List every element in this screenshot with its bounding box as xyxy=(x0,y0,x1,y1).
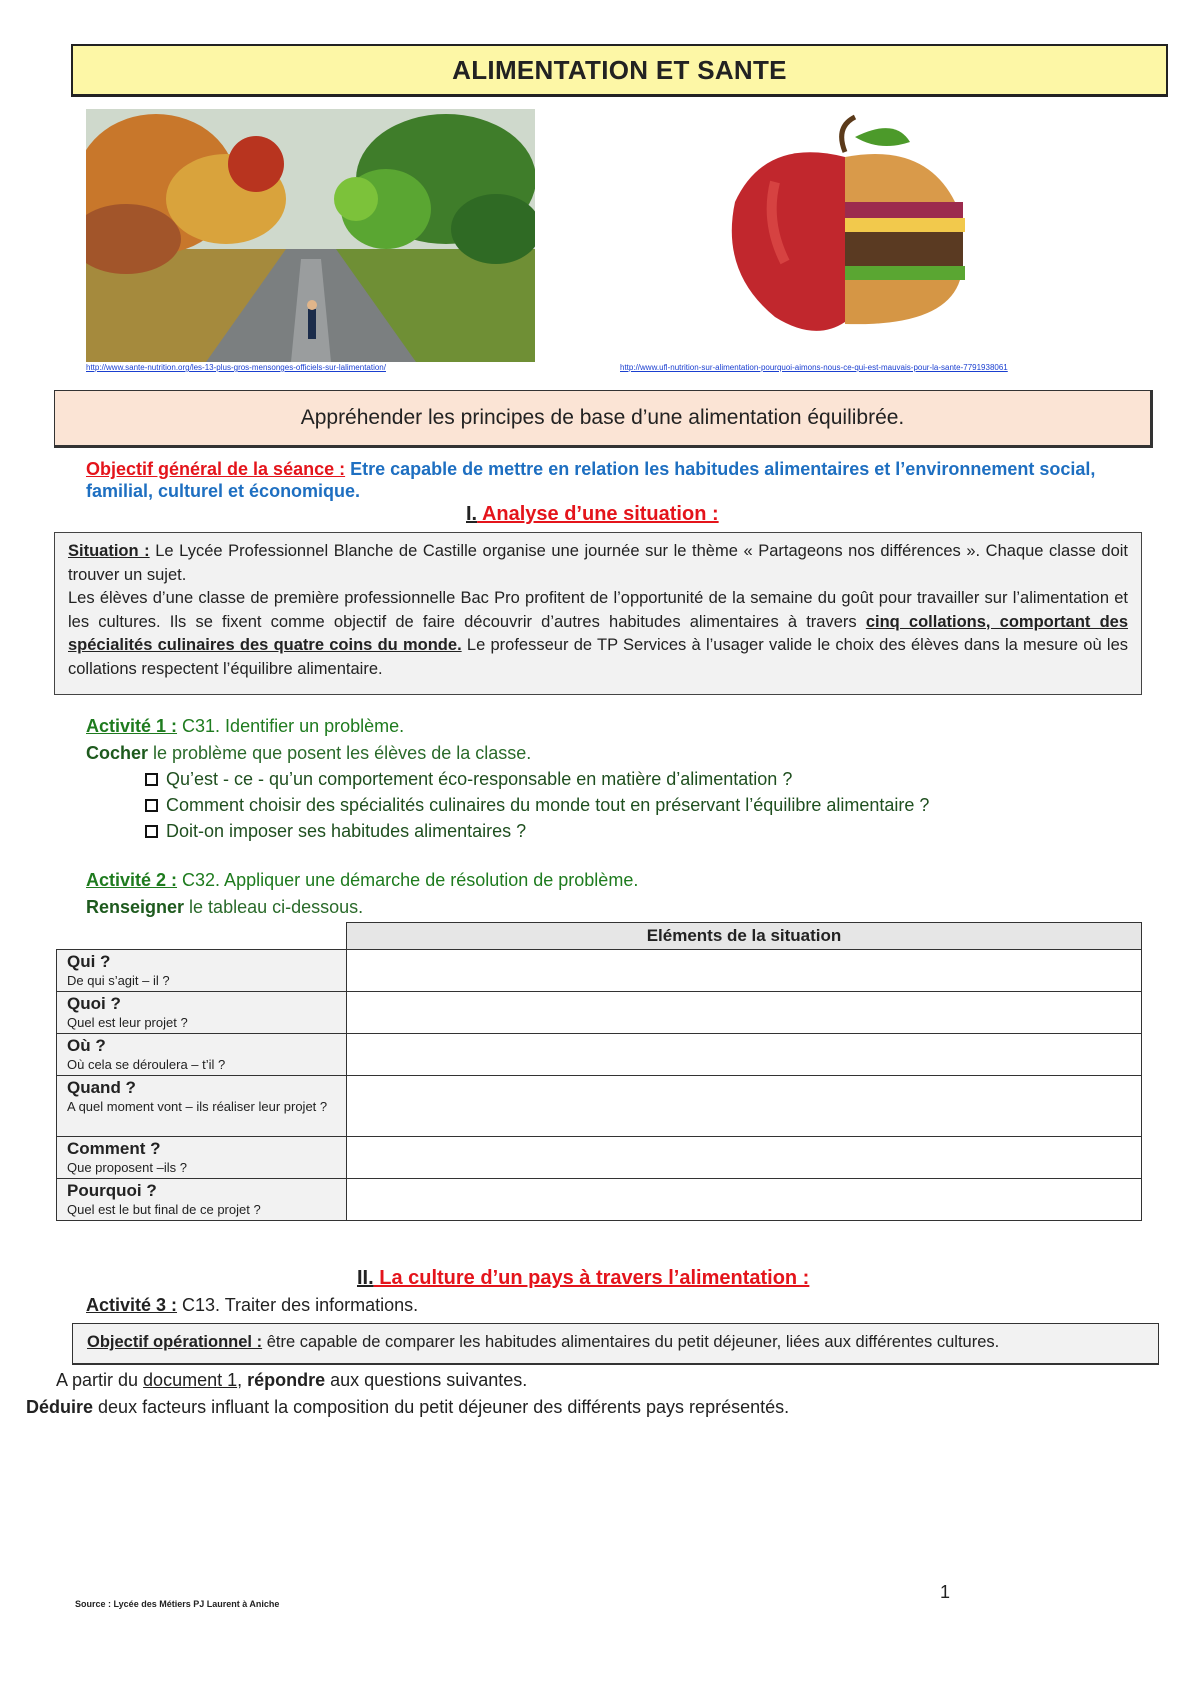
row-subquestion: De qui s’agit – il ? xyxy=(67,973,170,988)
row-question: Quoi ? xyxy=(67,994,121,1013)
row-question: Qui ? xyxy=(67,952,111,971)
page-title: ALIMENTATION ET SANTE xyxy=(71,44,1168,97)
checkbox-1[interactable] xyxy=(145,773,158,786)
situation-paragraph-1 xyxy=(68,540,1128,587)
activity-1-instruction xyxy=(86,743,531,764)
situation-text-2c: Le professeur de TP Services à l’usager valide le choix des élèves dans la mesure où les collations respectent l’équilibre alimentaire. xyxy=(68,636,1128,678)
doc-line-c: aux questions suivantes. xyxy=(325,1370,528,1390)
doc-line-b: , xyxy=(237,1370,248,1390)
choice-3-label: Doit-on imposer ses habitudes alimentaires ? xyxy=(166,821,527,841)
session-subtitle: Appréhender les principes de base d’une alimentation équilibrée. xyxy=(54,390,1153,448)
activity-1-label: Activité 1 : xyxy=(86,716,178,736)
situation-text-1: Le Lycée Professionnel Blanche de Castille organise une journée sur le thème « Partageons nos différences ». Chaque classe doit trouver un sujet. xyxy=(68,542,1129,584)
section-1-number: I. xyxy=(466,503,478,525)
activity-3-heading xyxy=(86,1295,418,1316)
table-header: Eléments de la situation xyxy=(347,923,1142,950)
general-objective-text: Etre capable de mettre en relation les habitudes alimentaires et l’environnement social, familial, culturel et économique. xyxy=(86,459,1096,501)
row-subquestion: Que proposent –ils ? xyxy=(67,1160,187,1175)
answer-cell-quoi[interactable] xyxy=(347,992,1142,1034)
situation-box xyxy=(54,532,1142,695)
activity-1-instruction-text: le problème que posent les élèves de la classe. xyxy=(148,743,532,763)
situation-text-2a: Les élèves d’une classe de première professionnelle Bac Pro profitent de l’opportunité de la semaine du goût pour travailler sur l’alimentation et les cultures. Ils se fixent comme objectif de faire découvrir d’autres habitudes alimentaires à travers xyxy=(68,589,1128,631)
operational-objective-box xyxy=(72,1323,1159,1365)
checkbox-3[interactable] xyxy=(145,825,158,838)
activity-3-label: Activité 3 : xyxy=(86,1295,178,1315)
activity-1-verb: Cocher xyxy=(86,743,149,763)
choice-1-label: Qu’est - ce - qu’un comportement éco-responsable en matière d’alimentation ? xyxy=(166,769,793,789)
row-label-quand xyxy=(57,1076,347,1137)
activity-2-verb: Renseigner xyxy=(86,897,185,917)
doc-line-a: A partir du xyxy=(56,1370,144,1390)
row-label-ou xyxy=(57,1034,347,1076)
row-label-comment xyxy=(57,1137,347,1179)
table-row xyxy=(57,1137,1142,1179)
choice-2-label: Comment choisir des spécialités culinaires du monde tout en préservant l’équilibre alimentaire ? xyxy=(166,795,930,815)
choice-3[interactable] xyxy=(145,821,526,842)
table-row xyxy=(57,992,1142,1034)
activity-2-instruction xyxy=(86,897,363,918)
right-image-url[interactable]: http://www.ufl-nutrition-sur-alimentation-pourquoi-aimons-nous-ce-qui-est-mauvais-pour-la-sante-7791938061 xyxy=(620,363,1008,372)
page-number: 1 xyxy=(940,1582,951,1602)
crossroads-food-image xyxy=(86,109,535,362)
section-1-text: Analyse d’une situation : xyxy=(477,503,719,525)
answer-cell-pourquoi[interactable] xyxy=(347,1179,1142,1221)
operational-objective-label: Objectif opérationnel : xyxy=(87,1333,263,1351)
activity-2-label: Activité 2 : xyxy=(86,870,178,890)
doc-line-verb: répondre xyxy=(247,1370,326,1390)
row-label-quoi xyxy=(57,992,347,1034)
section-2-title xyxy=(357,1267,809,1290)
row-subquestion: Où cela se déroulera – t’il ? xyxy=(67,1057,226,1072)
operational-objective-text: être capable de comparer les habitudes alimentaires du petit déjeuner, liées aux différentes cultures. xyxy=(262,1333,1000,1351)
activity-2-text: C32. Appliquer une démarche de résolution de problème. xyxy=(177,870,639,890)
answer-cell-ou[interactable] xyxy=(347,1034,1142,1076)
deduire-verb: Déduire xyxy=(26,1397,94,1417)
deduire-text: deux facteurs influant la composition du petit déjeuner des différents pays représentés. xyxy=(93,1397,790,1417)
answer-cell-quand[interactable] xyxy=(347,1076,1142,1137)
choice-2[interactable] xyxy=(145,795,929,816)
table-row xyxy=(57,950,1142,992)
left-image-url[interactable]: http://www.sante-nutrition.org/les-13-plus-gros-mensonges-officiels-sur-lalimentation/ xyxy=(86,363,386,372)
activity-2-instruction-text: le tableau ci-dessous. xyxy=(184,897,364,917)
situation-label: Situation : xyxy=(68,542,150,560)
table-row xyxy=(57,1179,1142,1221)
row-question: Quand ? xyxy=(67,1078,136,1097)
row-label-qui xyxy=(57,950,347,992)
table-row xyxy=(57,1076,1142,1137)
row-question: Pourquoi ? xyxy=(67,1181,157,1200)
section-2-number: II. xyxy=(357,1267,374,1289)
answer-cell-qui[interactable] xyxy=(347,950,1142,992)
table-row xyxy=(57,1034,1142,1076)
general-objective-label: Objectif général de la séance : xyxy=(86,459,346,479)
general-objective xyxy=(86,458,1166,502)
apple-burger-image xyxy=(705,112,988,337)
activity-3-text: C13. Traiter des informations. xyxy=(177,1295,419,1315)
situation-text-2b: cinq collations, comportant des spécialités culinaires des quatre coins du monde. xyxy=(68,612,1129,654)
situation-paragraph-2 xyxy=(68,587,1128,681)
document-1-link[interactable]: document 1 xyxy=(143,1370,238,1390)
document-instruction xyxy=(56,1370,527,1391)
section-2-text: La culture d’un pays à travers l’alimentation : xyxy=(373,1267,810,1289)
activity-1-text: C31. Identifier un problème. xyxy=(177,716,405,736)
footer-source: Source : Lycée des Métiers PJ Laurent à Aniche xyxy=(75,1599,280,1609)
row-question: Où ? xyxy=(67,1036,106,1055)
situation-elements-table xyxy=(56,922,1142,1221)
deduire-instruction xyxy=(26,1397,789,1418)
row-subquestion: Quel est le but final de ce projet ? xyxy=(67,1202,261,1217)
checkbox-2[interactable] xyxy=(145,799,158,812)
table-corner xyxy=(57,923,347,950)
row-subquestion: Quel est leur projet ? xyxy=(67,1015,188,1030)
row-label-pourquoi xyxy=(57,1179,347,1221)
answer-cell-comment[interactable] xyxy=(347,1137,1142,1179)
row-question: Comment ? xyxy=(67,1139,161,1158)
choice-1[interactable] xyxy=(145,769,792,790)
row-subquestion: A quel moment vont – ils réaliser leur projet ? xyxy=(67,1099,328,1114)
section-1-title xyxy=(466,503,719,526)
activity-2-heading xyxy=(86,870,638,891)
activity-1-heading xyxy=(86,716,404,737)
